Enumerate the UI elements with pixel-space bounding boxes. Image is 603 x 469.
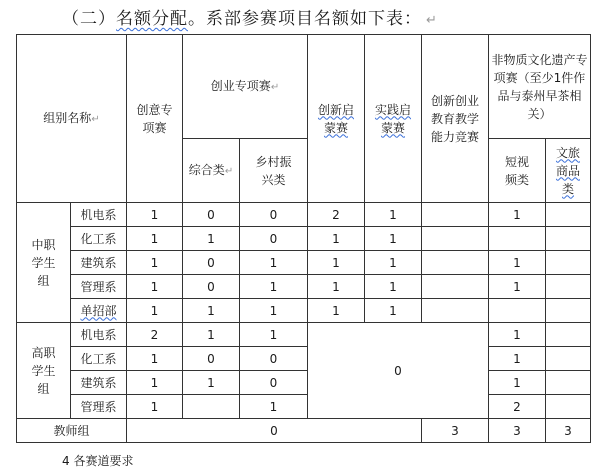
value-cell [183, 395, 240, 419]
value-cell: 3 [489, 419, 546, 443]
value-cell [546, 371, 591, 395]
heading-underlined: 名额分配 [116, 9, 188, 29]
dept-cell: 化工系 [71, 227, 127, 251]
dept-cell: 机电系 [71, 203, 127, 227]
value-cell [546, 275, 591, 299]
header-heritage: 非物质文化遗产专项赛（至少1件作品与泰州早茶相关） [489, 35, 591, 139]
header-business: 创业专项赛↵ [183, 35, 308, 139]
header-teaching: 创新创业教育教学能力竞赛 [422, 35, 489, 203]
value-cell [422, 227, 489, 251]
value-cell: 1 [489, 347, 546, 371]
value-cell: 1 [365, 251, 422, 275]
group-secondary: 中职学生组 [17, 203, 71, 323]
teacher-merged-cell: 0 [127, 419, 422, 443]
value-cell [489, 299, 546, 323]
value-cell: 3 [546, 419, 591, 443]
value-cell: 0 [240, 371, 308, 395]
header-innovation: 创新启蒙赛 [308, 35, 365, 203]
value-cell: 1 [183, 323, 240, 347]
value-cell: 1 [183, 227, 240, 251]
quota-table [16, 34, 591, 443]
header-business-general: 综合类↵ [183, 139, 240, 203]
value-cell: 1 [308, 251, 365, 275]
value-cell: 1 [489, 203, 546, 227]
value-cell: 0 [183, 251, 240, 275]
value-cell: 1 [127, 227, 183, 251]
value-cell: 3 [422, 419, 489, 443]
value-cell: 1 [240, 395, 308, 419]
value-cell [546, 203, 591, 227]
value-cell: 1 [365, 299, 422, 323]
value-cell: 1 [183, 299, 240, 323]
paragraph-mark-icon: ↵ [426, 13, 438, 28]
dept-cell: 机电系 [71, 323, 127, 347]
dept-cell: 建筑系 [71, 251, 127, 275]
value-cell: 1 [308, 299, 365, 323]
value-cell [546, 395, 591, 419]
value-cell: 0 [183, 275, 240, 299]
value-cell: 2 [127, 323, 183, 347]
value-cell [422, 275, 489, 299]
value-cell: 1 [240, 323, 308, 347]
dept-cell: 管理系 [71, 395, 127, 419]
value-cell: 1 [183, 371, 240, 395]
value-cell: 1 [127, 275, 183, 299]
value-cell: 1 [127, 371, 183, 395]
value-cell: 1 [127, 251, 183, 275]
value-cell: 0 [240, 347, 308, 371]
value-cell: 2 [489, 395, 546, 419]
next-section-heading: 4 各赛道要求 [62, 454, 134, 468]
value-cell [546, 299, 591, 323]
value-cell: 1 [489, 371, 546, 395]
group-higher: 高职学生组 [17, 323, 71, 419]
header-creative: 创意专项赛 [127, 35, 183, 203]
dept-cell: 化工系 [71, 347, 127, 371]
value-cell: 0 [240, 203, 308, 227]
value-cell [422, 251, 489, 275]
value-cell: 0 [240, 227, 308, 251]
value-cell [422, 203, 489, 227]
value-cell [546, 347, 591, 371]
value-cell [422, 299, 489, 323]
value-cell: 1 [365, 227, 422, 251]
header-group-name: 组别名称↵ [17, 35, 127, 203]
group-teacher: 教师组 [17, 419, 127, 443]
value-cell: 1 [489, 275, 546, 299]
value-cell: 1 [240, 299, 308, 323]
value-cell: 1 [240, 275, 308, 299]
value-cell [489, 227, 546, 251]
value-cell: 1 [308, 275, 365, 299]
value-cell: 0 [183, 203, 240, 227]
dept-cell: 单招部 [71, 299, 127, 323]
value-cell: 1 [127, 395, 183, 419]
value-cell: 1 [365, 275, 422, 299]
heading-rest: 。系部参赛项目名额如下表： [188, 9, 422, 29]
dept-cell: 建筑系 [71, 371, 127, 395]
heading-prefix: （二） [62, 9, 116, 29]
value-cell: 2 [308, 203, 365, 227]
value-cell [546, 227, 591, 251]
value-cell: 1 [365, 203, 422, 227]
value-cell: 1 [489, 251, 546, 275]
value-cell: 1 [489, 323, 546, 347]
header-practice: 实践启蒙赛 [365, 35, 422, 203]
value-cell [546, 251, 591, 275]
section-heading [62, 4, 438, 29]
header-heritage-video: 短视频类 [489, 139, 546, 203]
header-heritage-product: 文旅商品类 [546, 139, 591, 203]
value-cell: 1 [308, 227, 365, 251]
value-cell: 1 [127, 347, 183, 371]
value-cell: 1 [127, 203, 183, 227]
value-cell: 0 [183, 347, 240, 371]
value-cell [546, 323, 591, 347]
value-cell: 1 [240, 251, 308, 275]
header-business-rural: 乡村振兴类 [240, 139, 308, 203]
higher-merged-cell: 0 [308, 323, 489, 419]
dept-cell: 管理系 [71, 275, 127, 299]
value-cell: 1 [127, 299, 183, 323]
